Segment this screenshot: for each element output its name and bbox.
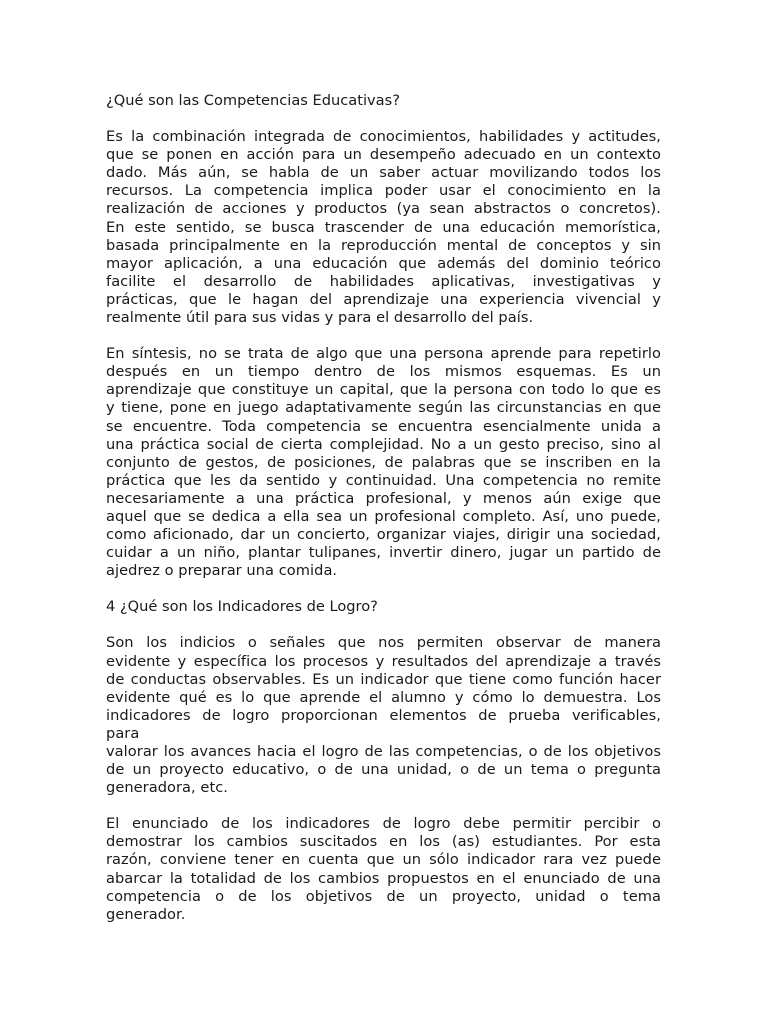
text-line: prácticas, que le hagan del aprendizaje una experiencia vivencial y (106, 290, 661, 308)
text-line: competencia o de los objetivos de un proyecto, unidad o tema (106, 887, 661, 905)
text-line: basada principalmente en la reproducción mental de conceptos y sin (106, 236, 661, 254)
text-line: una práctica social de cierta complejidad. No a un gesto preciso, sino al (106, 435, 661, 453)
text-line: y tiene, pone en juego adaptativamente según las circunstancias en que (106, 399, 661, 417)
document-page (106, 92, 661, 942)
paragraph-competencias-synthesis (106, 345, 661, 580)
text-line: aquel que se dedica a ella sea un profesional completo. Así, uno puede, (106, 507, 661, 525)
text-line: razón, conviene tener en cuenta que un sólo indicador rara vez puede (106, 851, 661, 869)
text-line: En síntesis, no se trata de algo que una persona aprende para repetirlo (106, 345, 661, 363)
text-line: cuidar a un niño, plantar tulipanes, invertir dinero, jugar un partido de (106, 544, 661, 562)
section-heading-indicadores: 4 ¿Qué son los Indicadores de Logro? (106, 598, 378, 616)
text-line: aprendizaje que constituye un capital, que la persona con todo lo que es (106, 381, 661, 399)
text-line: abarcar la totalidad de los cambios propuestos en el enunciado de una (106, 869, 661, 887)
text-line: recursos. La competencia implica poder usar el conocimiento en la (106, 182, 661, 200)
text-line: Es la combinación integrada de conocimientos, habilidades y actitudes, (106, 128, 661, 146)
text-line: para (106, 724, 140, 742)
text-line: En este sentido, se busca trascender de una educación memorística, (106, 218, 661, 236)
text-line: realización de acciones y productos (ya sean abstractos o concretos). (106, 200, 661, 218)
paragraph-indicadores-definition (106, 634, 661, 797)
text-line: conjunto de gestos, de posiciones, de palabras que se inscriben en la (106, 453, 661, 471)
text-line: realmente útil para sus vidas y para el desarrollo del país. (106, 309, 534, 327)
text-line: mayor aplicación, a una educación que además del dominio teórico (106, 254, 661, 272)
text-line: práctica que les da sentido y continuidad. Una competencia no remite (106, 471, 661, 489)
text-line: como aficionado, dar un concierto, organizar viajes, dirigir una sociedad, (106, 526, 661, 544)
text-line: generador. (106, 905, 186, 923)
text-line: dado. Más aún, se habla de un saber actuar movilizando todos los (106, 164, 661, 182)
text-line: evidente qué es lo que aprende el alumno y cómo lo demuestra. Los (106, 688, 661, 706)
paragraph-competencias-definition (106, 128, 661, 327)
text-line: generadora, etc. (106, 779, 228, 797)
section-heading-competencias: ¿Qué son las Competencias Educativas? (106, 92, 400, 109)
text-line: El enunciado de los indicadores de logro debe permitir percibir o (106, 815, 661, 833)
text-line: indicadores de logro proporcionan elementos de prueba verificables, (106, 706, 661, 724)
text-line: valorar los avances hacia el logro de las competencias, o de los objetivos (106, 743, 661, 760)
text-line: se encuentre. Toda competencia se encuentra esencialmente unida a (106, 417, 661, 435)
text-line: de conductas observables. Es un indicador que tiene como función hacer (106, 670, 661, 688)
paragraph-indicadores-enunciado (106, 815, 661, 924)
text-line: necesariamente a una práctica profesional, y menos aún exige que (106, 489, 661, 507)
text-line: demostrar los cambios suscitados en los (as) estudiantes. Por esta (106, 833, 661, 851)
text-line: Son los indicios o señales que nos permiten observar de manera (106, 634, 661, 652)
text-line: facilite el desarrollo de habilidades aplicativas, investigativas y (106, 272, 661, 290)
text-line: ajedrez o preparar una comida. (106, 562, 338, 580)
text-line: evidente y específica los procesos y resultados del aprendizaje a través (106, 652, 661, 670)
text-line: después en un tiempo dentro de los mismos esquemas. Es un (106, 363, 661, 381)
text-line: que se ponen en acción para un desempeño adecuado en un contexto (106, 146, 661, 164)
text-line: de un proyecto educativo, o de una unidad, o de un tema o pregunta (106, 761, 661, 779)
